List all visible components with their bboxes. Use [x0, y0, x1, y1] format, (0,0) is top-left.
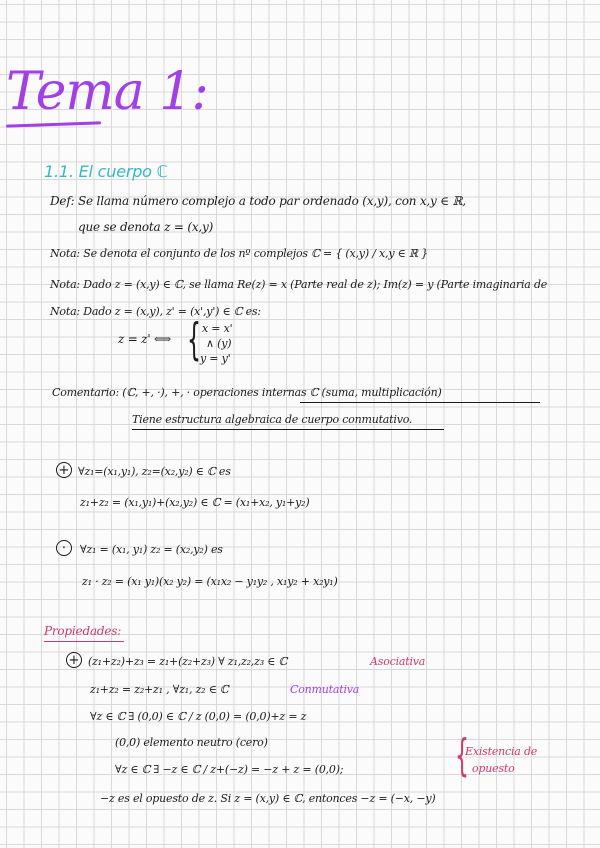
note-2: Nota: Dado z = (x,y) ∈ ℂ, se llama Re(z) = x (Parte real de z); Im(z) = y (Parte imaginaria de: [50, 278, 548, 291]
property-neutral: ∀z ∈ ℂ ∃ (0,0) ∈ ℂ / z (0,0) = (0,0)+z = z: [90, 710, 307, 723]
equality-condition-2: ∧ (y): [206, 337, 232, 350]
equality-condition-3: y = y': [200, 352, 231, 365]
multiplication-line-1: ∀z₁ = (x₁, y₁) z₂ = (x₂,y₂) es: [80, 543, 223, 556]
addition-line-2: z₁+z₂ = (x₁,y₁)+(x₂,y₂) ∈ ℂ = (x₁+x₂, y₁+y₂): [80, 496, 310, 509]
label-opposite-1: Existencia de: [465, 745, 538, 758]
equality-left: z = z' ⟺: [118, 332, 172, 346]
label-opposite-2: opuesto: [472, 762, 515, 775]
structure-underline-2: [132, 429, 444, 430]
title-underline: [6, 121, 101, 127]
equality-brace: {: [187, 314, 201, 365]
property-associative: (z₁+z₂)+z₃ = z₁+(z₂+z₃) ∀ z₁,z₂,z₃ ∈ ℂ: [88, 655, 288, 668]
structure-line-2: Tiene estructura algebraica de cuerpo conmutativo.: [132, 413, 413, 426]
page-title: [6, 62, 208, 122]
addition-operator-icon: +: [56, 462, 72, 478]
note-1: Nota: Se denota el conjunto de los nº complejos ℂ = { (x,y) / x,y ∈ ℝ }: [50, 247, 428, 260]
multiplication-operator-icon: ·: [56, 540, 72, 556]
property-opposite: ∀z ∈ ℂ ∃ −z ∈ ℂ / z+(−z) = −z + z = (0,0);: [115, 763, 344, 776]
multiplication-line-2: z₁ · z₂ = (x₁ y₁)(x₂ y₂) = (x₁x₂ − y₁y₂ , x₁y₂ + x₂y₁): [82, 575, 338, 588]
structure-line-1: Comentario: (ℂ, +, ·), +, · operaciones internas ℂ (suma, multiplicación): [52, 386, 442, 399]
note-3: Nota: Dado z = (x,y), z' = (x',y') ∈ ℂ es:: [50, 305, 261, 318]
properties-operator-icon: +: [66, 652, 82, 668]
property-commutative: z₁+z₂ = z₂+z₁ , ∀z₁, z₂ ∈ ℂ: [90, 683, 229, 696]
section-heading: 1.1. El cuerpo ℂ: [44, 162, 168, 181]
label-associative: Asociativa: [370, 655, 426, 668]
property-opposite-definition: −z es el opuesto de z. Si z = (x,y) ∈ ℂ, entonces −z = (−x, −y): [100, 792, 436, 805]
opposite-brace: {: [455, 730, 469, 781]
structure-underline-1: [300, 402, 540, 403]
definition-line-2: que se denota z = (x,y): [78, 220, 214, 234]
property-neutral-element: (0,0) elemento neutro (cero): [115, 736, 268, 749]
title-text: Tema 1:: [6, 62, 208, 122]
definition-line-1: Def: Se llama número complejo a todo par ordenado (x,y), con x,y ∈ ℝ,: [50, 194, 466, 208]
properties-heading: Propiedades:: [44, 624, 122, 638]
label-commutative: Conmutativa: [290, 683, 360, 696]
equality-condition-1: x = x': [202, 322, 233, 335]
addition-line-1: ∀z₁=(x₁,y₁), z₂=(x₂,y₂) ∈ ℂ es: [78, 465, 231, 478]
properties-underline: [44, 641, 124, 642]
